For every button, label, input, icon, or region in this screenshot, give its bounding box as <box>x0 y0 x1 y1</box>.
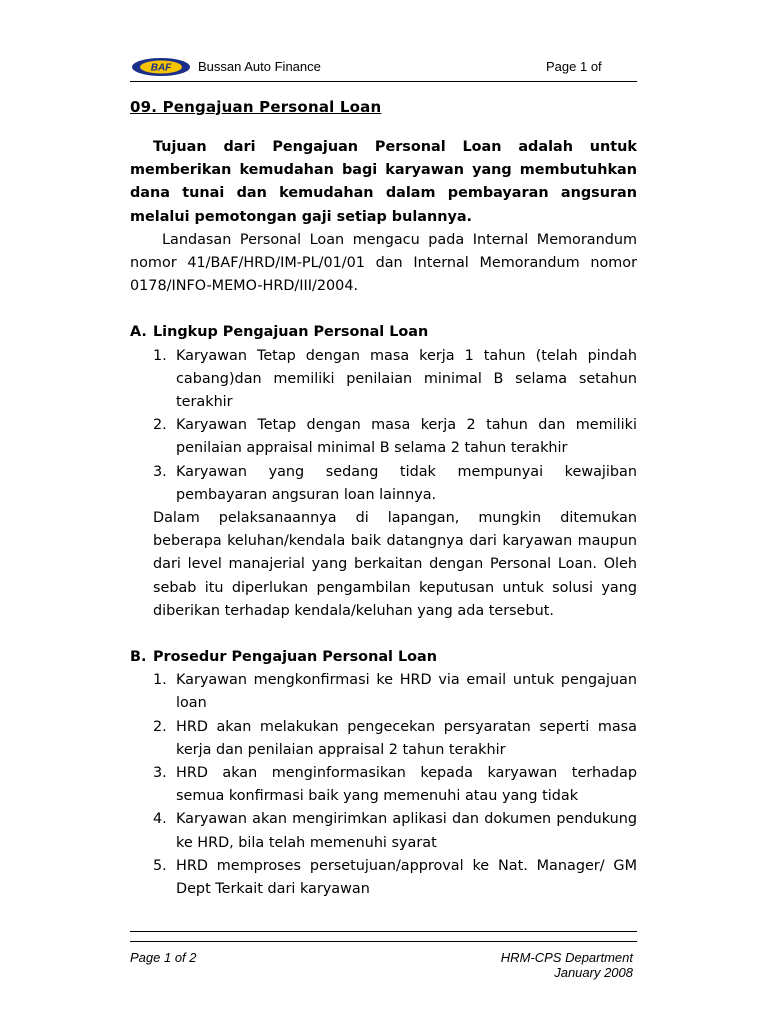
list-item <box>130 808 637 854</box>
list-item <box>130 669 637 715</box>
item-number: 1. <box>153 672 167 689</box>
footer-info <box>501 950 633 980</box>
baf-logo <box>131 57 191 77</box>
section-a-heading <box>130 321 637 344</box>
section-a-note: Dalam pelaksanaannya di lapangan, mungkin ditemukan beberapa keluhan/kendala baik datangnya dari karyawan maupun dari level manajerial yang berkaitan dengan Personal Loan. Oleh sebab itu diperlukan pengambilan keputusan untuk solusi yang diberikan terhadap kendala/keluhan yang ada tersebut. <box>153 510 637 619</box>
footer-department: HRM-CPS Department <box>500 950 633 965</box>
list-item <box>130 855 637 901</box>
company-name: Bussan Auto Finance <box>198 59 321 74</box>
item-text: HRD akan melakukan pengecekan persyaratan seperti masa kerja dan penilaian appraisal 2 tahun terakhir <box>176 718 637 758</box>
item-number: 4. <box>153 811 167 828</box>
section-letter: B. <box>130 649 147 666</box>
item-text: HRD memproses persetujuan/approval ke Nat. Manager/ GM Dept Terkait dari karyawan <box>176 857 637 898</box>
section-a <box>130 321 637 623</box>
section-a-list <box>130 345 637 507</box>
item-text: Karyawan Tetap dengan masa kerja 2 tahun dan memiliki penilaian appraisal minimal B selama 2 tahun terakhir <box>176 417 637 457</box>
logo-text: BAF <box>150 62 172 74</box>
section-b-heading <box>130 646 637 669</box>
list-item <box>130 716 637 762</box>
list-item <box>130 762 637 808</box>
basis-paragraph: Landasan Personal Loan mengacu pada Internal Memorandum nomor 41/BAF/HRD/IM-PL/01/01 dan Internal Memorandum nomor 0178/INFO-MEMO-HRD/III/2004. <box>130 231 637 295</box>
item-number: 3. <box>153 463 167 480</box>
item-text: Karyawan yang sedang tidak mempunyai kewajiban pembayaran angsuran loan lainnya. <box>176 463 637 503</box>
document-body <box>130 95 637 901</box>
footer-date: January 2008 <box>554 965 633 980</box>
item-number: 5. <box>153 857 167 874</box>
footer-page-number: Page 1 of 2 <box>130 950 197 965</box>
header-page-number: Page 1 of <box>546 59 602 74</box>
section-b <box>130 646 637 901</box>
header-divider <box>130 81 637 82</box>
item-text: HRD akan menginformasikan kepada karyawan terhadap semua konfirmasi baik yang memenuhi atau yang tidak <box>176 765 637 805</box>
section-b-list <box>130 669 637 901</box>
section-title: Lingkup Pengajuan Personal Loan <box>153 324 429 341</box>
footer-divider-top <box>130 931 637 932</box>
footer-divider-bottom <box>130 941 637 942</box>
item-text: Karyawan mengkonfirmasi ke HRD via email untuk pengajuan loan <box>176 672 637 712</box>
document-title: 09. Pengajuan Personal Loan <box>130 98 382 116</box>
item-number: 2. <box>153 417 167 434</box>
item-number: 3. <box>153 765 167 782</box>
item-text: Karyawan Tetap dengan masa kerja 1 tahun (telah pindah cabang)dan memiliki penilaian minimal B selama setahun terakhir <box>176 347 637 411</box>
list-item <box>130 414 637 460</box>
intro-paragraph: Tujuan dari Pengajuan Personal Loan adalah untuk memberikan kemudahan bagi karyawan yang membutuhkan dana tunai dan kemudahan dalam pembayaran angsuran melalui pemotongan gaji setiap bulannya. <box>130 139 637 225</box>
list-item <box>130 345 637 415</box>
list-item <box>130 461 637 507</box>
item-text: Karyawan akan mengirimkan aplikasi dan dokumen pendukung ke HRD, bila telah memenuhi syarat <box>176 811 637 851</box>
section-letter: A. <box>130 324 147 341</box>
section-title: Prosedur Pengajuan Personal Loan <box>153 649 437 666</box>
page-header <box>130 52 637 82</box>
item-number: 1. <box>153 347 167 364</box>
item-number: 2. <box>153 718 167 735</box>
